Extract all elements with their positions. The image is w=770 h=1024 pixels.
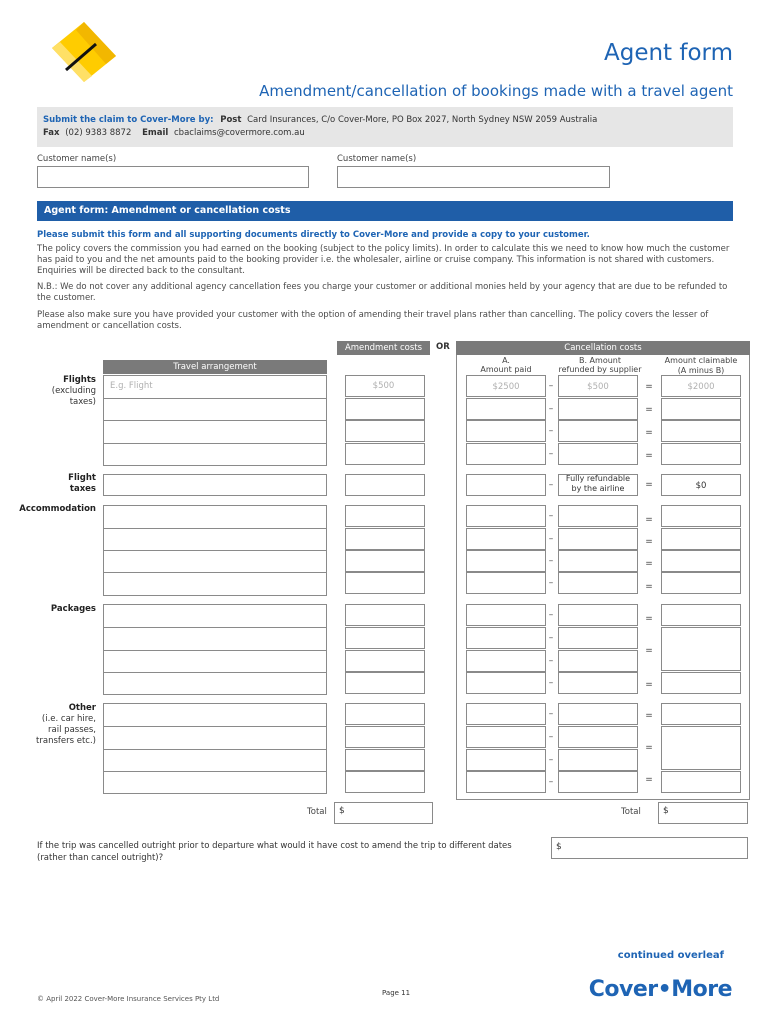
row-divider <box>103 420 327 421</box>
row-divider <box>103 627 327 628</box>
amount-paid-accommodation-2[interactable] <box>466 550 546 572</box>
equals-sign: = <box>645 515 653 525</box>
total-amendment-field[interactable] <box>334 802 433 824</box>
minus-sign: – <box>548 426 554 436</box>
equals-sign: = <box>645 711 653 721</box>
amount-claimable-accommodation-1[interactable] <box>661 528 741 550</box>
equals-sign: = <box>645 382 653 392</box>
flight-taxes-claimable-value: $0 <box>695 481 707 491</box>
minus-sign: – <box>548 534 554 544</box>
commbank-logo <box>36 18 120 102</box>
amount-claimable-accommodation-3[interactable] <box>661 572 741 594</box>
row-label-other <box>6 703 96 747</box>
row-label-flight-taxes <box>6 473 96 495</box>
amount-paid-accommodation-0[interactable] <box>466 505 546 527</box>
flight-taxes-label-2: taxes <box>69 484 96 494</box>
row-divider <box>103 550 327 551</box>
row-divider <box>103 749 327 750</box>
equals-sign: = <box>645 743 653 753</box>
travel-arrangement-header: Travel arrangement <box>103 360 327 374</box>
minus-sign: – <box>548 755 554 765</box>
amount-claimable-other-2[interactable] <box>661 771 741 793</box>
amount-paid-packages-3[interactable] <box>466 672 546 694</box>
amount-refunded-other-0[interactable] <box>558 703 638 725</box>
row-divider <box>103 398 327 399</box>
row-divider <box>103 771 327 772</box>
amendment-cost-accommodation-0[interactable] <box>345 505 425 527</box>
other-label-sub2: rail passes, <box>48 725 96 735</box>
page-title: Agent form <box>603 40 733 66</box>
col-a-line1: A. <box>502 356 510 365</box>
amendment-cost-other-1[interactable] <box>345 726 425 748</box>
row-label-flights <box>6 375 96 408</box>
submit-info-box <box>37 107 733 147</box>
amount-refunded-other-1[interactable] <box>558 726 638 748</box>
amendment-cost-flights-3[interactable] <box>345 443 425 465</box>
other-label-sub1: (i.e. car hire, <box>41 714 96 724</box>
row-divider <box>103 572 327 573</box>
amount-paid-flights-2[interactable] <box>466 420 546 442</box>
amount-paid-other-0[interactable] <box>466 703 546 725</box>
amendment-cost-flights-1[interactable] <box>345 398 425 420</box>
amount-paid-packages-1[interactable] <box>466 627 546 649</box>
amount-refunded-packages-1[interactable] <box>558 627 638 649</box>
minus-sign: – <box>548 556 554 566</box>
amendment-cost-packages-1[interactable] <box>345 627 425 649</box>
amendment-cost-other-3[interactable] <box>345 771 425 793</box>
minus-sign: – <box>548 633 554 643</box>
row-label-packages: Packages <box>50 604 96 614</box>
post-value: Card Insurances, C/o Cover-More, PO Box 2027, North Sydney NSW 2059 Australia <box>247 115 598 125</box>
amendment-cost-accommodation-3[interactable] <box>345 572 425 594</box>
amount-paid-accommodation-3[interactable] <box>466 572 546 594</box>
minus-sign: – <box>548 480 554 490</box>
customer-name-field-1[interactable] <box>37 166 309 188</box>
amendment-cost-packages-0[interactable] <box>345 604 425 626</box>
minus-sign: – <box>548 511 554 521</box>
amend-question-l1: If the trip was cancelled outright prior to departure what would it have cost to amend the trip to different dates <box>37 841 512 851</box>
amount-paid-packages-0[interactable] <box>466 604 546 626</box>
amount-paid-other-1[interactable] <box>466 726 546 748</box>
customer-name-field-2[interactable] <box>337 166 610 188</box>
row-divider <box>103 650 327 651</box>
covermore-logo: Cover•More <box>588 977 732 1002</box>
minus-sign: – <box>548 732 554 742</box>
cancellation-costs-header: Cancellation costs <box>456 341 750 355</box>
amount-paid-flight-taxes[interactable] <box>466 474 546 496</box>
flights-label: Flights <box>63 375 96 385</box>
equals-sign: = <box>645 480 653 490</box>
fax-value: (02) 9383 8872 <box>65 128 132 138</box>
policy-paragraph: The policy covers the commission you had earned on the booking (subject to the policy limits). In order to calculate this we need to know how much the customer has paid to you and the net amounts paid to the booking provider i.e. the wholesaler, airline or cruise company. This information is not shared with customers. Enquiries will be directed back to the consultant. <box>37 244 730 276</box>
amount-refunded-accommodation-0[interactable] <box>558 505 638 527</box>
equals-sign: = <box>645 775 653 785</box>
amend-cost-currency: $ <box>556 842 562 852</box>
amount-claimable-flights-2[interactable] <box>661 420 741 442</box>
amount-refunded-flights-3[interactable] <box>558 443 638 465</box>
continued-overleaf: continued overleaf <box>617 950 724 961</box>
diamond-logo-icon <box>36 18 120 102</box>
row-divider <box>103 443 327 444</box>
minus-sign: – <box>548 777 554 787</box>
submit-line-1 <box>43 115 597 125</box>
total-label-cancellation: Total <box>621 807 641 817</box>
equals-sign: = <box>645 582 653 592</box>
amount-paid-packages-2[interactable] <box>466 650 546 672</box>
amount-claimable-other-0[interactable] <box>661 703 741 725</box>
minus-sign: – <box>548 656 554 666</box>
row-divider <box>103 672 327 673</box>
amend-question <box>37 840 512 864</box>
total-label-amendment: Total <box>307 807 327 817</box>
other-label-sub3: transfers etc.) <box>36 736 96 746</box>
page-subtitle: Amendment/cancellation of bookings made with a travel agent <box>259 82 733 100</box>
minus-sign: – <box>548 678 554 688</box>
amount-claimable-accommodation-0[interactable] <box>661 505 741 527</box>
submit-lead: Submit the claim to Cover-More by: <box>43 115 214 125</box>
amount-claimable-flights-3[interactable] <box>661 443 741 465</box>
amend-paragraph: Please also make sure you have provided your customer with the option of amending their travel plans rather than cancelling. The policy covers the lesser of amendment or cancellation costs. <box>37 310 709 331</box>
amount-refunded-accommodation-2[interactable] <box>558 550 638 572</box>
col-a-header <box>466 356 546 374</box>
equals-sign: = <box>645 646 653 656</box>
total-amendment-currency: $ <box>339 806 345 816</box>
equals-sign: = <box>645 405 653 415</box>
amendment-cost-packages-2[interactable] <box>345 650 425 672</box>
minus-sign: – <box>548 404 554 414</box>
amount-refunded-accommodation-3[interactable] <box>558 572 638 594</box>
amount-paid-accommodation-1[interactable] <box>466 528 546 550</box>
customer-name-label-1: Customer name(s) <box>37 154 117 164</box>
example-amount-paid: $2500 <box>492 382 520 392</box>
amount-claimable-packages-2[interactable] <box>661 672 741 694</box>
row-divider <box>103 726 327 727</box>
amount-refunded-flights-2[interactable] <box>558 420 638 442</box>
amendment-cost-accommodation-2[interactable] <box>345 550 425 572</box>
amount-claimable-other-1[interactable] <box>661 726 741 770</box>
amendment-cost-packages-3[interactable] <box>345 672 425 694</box>
amount-refunded-accommodation-1[interactable] <box>558 528 638 550</box>
section-title: Agent form: Amendment or cancellation costs <box>44 205 291 216</box>
submit-line-2 <box>43 128 305 138</box>
fax-label: Fax <box>43 128 60 138</box>
amount-claimable-packages-0[interactable] <box>661 604 741 626</box>
amendment-cost-flights-2[interactable] <box>345 420 425 442</box>
customer-name-label-2: Customer name(s) <box>337 154 417 164</box>
amount-refunded-flights-1[interactable] <box>558 398 638 420</box>
example-amendment: $500 <box>372 381 395 391</box>
equals-sign: = <box>645 537 653 547</box>
amount-claimable-flights-1[interactable] <box>661 398 741 420</box>
amend-question-l2: (rather than cancel outright)? <box>37 853 164 863</box>
amount-paid-other-2[interactable] <box>466 749 546 771</box>
example-refunded: $500 <box>587 382 609 392</box>
col-b-line1: B. Amount <box>578 356 621 365</box>
flight-taxes-refund-note <box>558 474 638 494</box>
example-claimable: $2000 <box>687 382 715 392</box>
page-number: Page 11 <box>382 989 411 997</box>
flight-taxes-refund-l1: Fully refundable <box>565 474 631 483</box>
col-c-header <box>656 356 746 376</box>
flight-taxes-label-1: Flight <box>68 473 96 483</box>
col-c-line2: (A minus B) <box>677 366 725 375</box>
amount-paid-other-3[interactable] <box>466 771 546 793</box>
minus-sign: – <box>548 578 554 588</box>
amount-claimable-accommodation-2[interactable] <box>661 550 741 572</box>
total-cancellation-currency: $ <box>663 806 669 816</box>
col-b-header <box>556 356 644 374</box>
amendment-cost-flight-taxes[interactable] <box>345 474 425 496</box>
post-label: Post <box>220 115 242 125</box>
nb-paragraph: N.B.: We do not cover any additional agency cancellation fees you charge your customer or additional monies held by your agency that are due to be refunded to the customer. <box>37 282 728 303</box>
col-c-line1: Amount claimable <box>664 356 738 365</box>
equals-sign: = <box>645 559 653 569</box>
amount-paid-flights-3[interactable] <box>466 443 546 465</box>
amount-refunded-packages-3[interactable] <box>558 672 638 694</box>
amendment-cost-accommodation-1[interactable] <box>345 528 425 550</box>
amount-refunded-packages-0[interactable] <box>558 604 638 626</box>
flight-taxes-refund-l2: by the airline <box>571 484 625 493</box>
equals-sign: = <box>645 451 653 461</box>
amount-refunded-other-2[interactable] <box>558 749 638 771</box>
amount-refunded-other-3[interactable] <box>558 771 638 793</box>
minus-sign: – <box>548 610 554 620</box>
amendment-cost-other-2[interactable] <box>345 749 425 771</box>
col-b-line2: refunded by supplier <box>558 365 642 374</box>
flights-label-sub2: taxes) <box>69 397 96 407</box>
amendment-costs-header: Amendment costs <box>337 341 430 355</box>
other-label: Other <box>68 703 96 713</box>
minus-sign: – <box>548 709 554 719</box>
equals-sign: = <box>645 614 653 624</box>
email-label: Email <box>142 128 169 138</box>
copyright: © April 2022 Cover-More Insurance Services Pty Ltd <box>37 995 220 1003</box>
minus-sign: – <box>548 381 554 391</box>
equals-sign: = <box>645 428 653 438</box>
equals-sign: = <box>645 680 653 690</box>
travel-arrangement-flight-taxes[interactable] <box>103 474 327 496</box>
total-cancellation-field[interactable] <box>658 802 748 824</box>
amend-cost-field[interactable] <box>551 837 748 859</box>
amount-claimable-packages-1[interactable] <box>661 627 741 671</box>
email-value: cbaclaims@covermore.com.au <box>174 128 305 138</box>
example-travel: E.g. Flight <box>110 381 153 391</box>
or-label: OR <box>436 342 450 352</box>
col-a-line2: Amount paid <box>480 365 532 374</box>
row-label-accommodation: Accommodation <box>19 504 96 514</box>
amount-refunded-packages-2[interactable] <box>558 650 638 672</box>
minus-sign: – <box>548 449 554 459</box>
amount-paid-flights-1[interactable] <box>466 398 546 420</box>
amendment-cost-other-0[interactable] <box>345 703 425 725</box>
row-divider <box>103 528 327 529</box>
submit-instruction: Please submit this form and all supporting documents directly to Cover-More and provide a copy to your customer. <box>37 230 590 240</box>
flights-label-sub1: (excluding <box>51 386 96 396</box>
